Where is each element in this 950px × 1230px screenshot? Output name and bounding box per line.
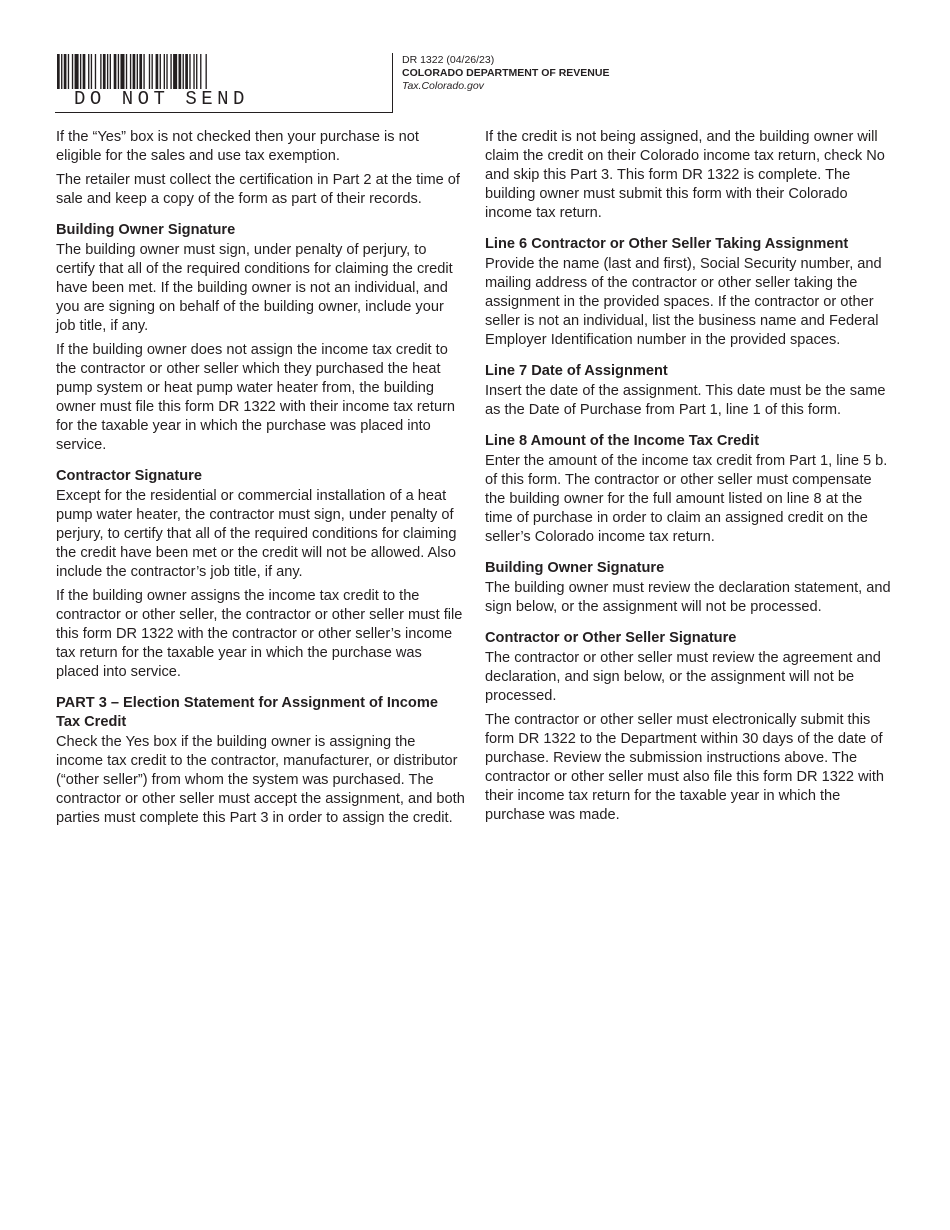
building-owner-signature-heading: Building Owner Signature — [56, 222, 236, 238]
barcode-bar — [173, 54, 177, 89]
contractor-signature-paragraph-2: If the building owner assigns the income tax credit to the contractor or other seller, the contractor or other seller must file this form DR 1322 with the contractor or other seller’s income tax return for the taxable year in which the purchase was placed into service. — [56, 588, 463, 680]
barcode-bar — [88, 54, 89, 89]
part3-paragraph-1: Check the Yes box if the building owner is assigning the income tax credit to the contractor, manufacturer, or distributor (“other seller”) from whom the system was purchased. The contractor or other seller must accept the assignment, and both parties must complete this Part 3 in order to assign the credit. — [56, 734, 465, 826]
barcode-bar — [200, 54, 201, 89]
part3-paragraph-2: If the credit is not being assigned, and the building owner will claim the credit on their Colorado income tax return, check No and skip this Part 3. This form DR 1322 is complete. The building owner must submit this form with their Colorado income tax return. — [485, 129, 885, 221]
barcode-bar — [57, 54, 60, 89]
barcode-bar — [166, 54, 167, 89]
barcode-bar — [83, 54, 86, 89]
barcode-bar — [196, 54, 197, 89]
intro-paragraph-2: The retailer must collect the certification in Part 2 at the time of sale and keep a copy of the form as part of their records. — [56, 172, 460, 207]
barcode-bar — [72, 54, 73, 89]
barcode-bar — [170, 54, 171, 89]
barcode-image — [57, 54, 275, 89]
left-column — [56, 128, 466, 833]
seller-signature-heading: Contractor or Other Seller Signature — [485, 630, 737, 646]
barcode-bar — [91, 54, 92, 89]
department-name: COLORADO DEPARTMENT OF REVENUE — [402, 67, 610, 79]
barcode-bar — [179, 54, 182, 89]
barcode-bar — [149, 54, 150, 89]
line6-heading: Line 6 Contractor or Other Seller Taking Assignment — [485, 236, 849, 252]
seller-signature-paragraph-2: The contractor or other seller must electronically submit this form DR 1322 to the Department within 30 days of the date of purchase. Review the submission instructions above. The contractor or other seller must also file this form DR 1322 with their income tax return for the taxable year in which the purchase was made. — [485, 712, 885, 823]
seller-signature-paragraph-1: The contractor or other seller must review the agreement and declaration, and sign below, or the assignment will not be processed. — [485, 650, 881, 704]
barcode-bar — [206, 54, 207, 89]
barcode-bar — [103, 54, 106, 89]
contractor-signature-heading: Contractor Signature — [56, 468, 202, 484]
line8-heading: Line 8 Amount of the Income Tax Credit — [485, 433, 760, 449]
barcode-bar — [139, 54, 142, 89]
barcode-bar — [143, 54, 144, 89]
barcode-bar — [110, 54, 111, 89]
do-not-send-label: DO NOT SEND — [74, 88, 249, 110]
building-owner-signature-paragraph-1: The building owner must sign, under penalty of perjury, to certify that all of the required conditions for claiming the credit have been met. If the building owner is not an individual, and you are signing on behalf of the building owner, include your job title, if any. — [56, 242, 453, 334]
right-column — [485, 128, 893, 830]
barcode-bar — [80, 54, 81, 89]
part3-heading: PART 3 – Election Statement for Assignment of Income Tax Credit — [56, 695, 438, 730]
barcode-bar — [95, 54, 96, 89]
barcode-bar — [189, 54, 190, 89]
contractor-signature-paragraph-1: Except for the residential or commercial installation of a heat pump water heater, the contractor must sign, under penalty of perjury, to certify that all of the required conditions for claiming the credit have been met or the credit will not be allowed. Also include the contractor’s job title, if any. — [56, 488, 457, 580]
barcode-header-box — [55, 53, 393, 113]
barcode-bar — [152, 54, 153, 89]
barcode-bar — [126, 54, 127, 89]
barcode-bar — [120, 54, 124, 89]
form-number: DR 1322 (04/26/23) — [402, 54, 495, 66]
barcode-bar — [183, 54, 184, 89]
barcode-bar — [185, 54, 188, 89]
line8-paragraph: Enter the amount of the income tax credit from Part 1, line 5 b. of this form. The contractor or other seller must compensate the building owner for the full amount listed on line 8 at the time of purchase in order to claim an assigned credit on the seller’s Colorado income tax return. — [485, 453, 888, 545]
building-owner-signature-paragraph-2: If the building owner does not assign the income tax credit to the contractor or other seller which they purchased the heat pump system or heat pump water heater from, the building owner must file this form DR 1322 with their income tax return for the taxable year in which the purchase was placed into service. — [56, 342, 456, 453]
barcode-bar — [137, 54, 138, 89]
barcode-bar — [75, 54, 79, 89]
barcode-bar — [156, 54, 159, 89]
barcode-bar — [193, 54, 194, 89]
barcode-bar — [164, 54, 165, 89]
barcode-bar — [114, 54, 117, 89]
department-website: Tax.Colorado.gov — [402, 80, 484, 92]
barcode-bar — [107, 54, 108, 89]
barcode-bar — [68, 54, 69, 89]
intro-paragraph-1: If the “Yes” box is not checked then your purchase is not eligible for the sales and use tax exemption. — [56, 129, 419, 164]
barcode-bar — [100, 54, 101, 89]
barcode-bar — [130, 54, 131, 89]
line7-paragraph: Insert the date of the assignment. This date must be the same as the Date of Purchase from Part 1, line 1 of this form. — [485, 383, 886, 418]
form-identification — [402, 54, 609, 93]
owner-signature-heading: Building Owner Signature — [485, 560, 665, 576]
barcode-bar — [118, 54, 119, 89]
owner-signature-paragraph: The building owner must review the declaration statement, and sign below, or the assignment will not be processed. — [485, 580, 891, 615]
line7-heading: Line 7 Date of Assignment — [485, 363, 668, 379]
line6-paragraph: Provide the name (last and first), Social Security number, and mailing address of the contractor or other seller taking the assignment in the provided spaces. If the contractor or other seller is not an individual, list the business name and Federal Employer Identification number in the provided spaces. — [485, 256, 882, 348]
barcode-bar — [160, 54, 161, 89]
barcode-bar — [64, 54, 67, 89]
barcode-bar — [133, 54, 136, 89]
barcode-bar — [61, 54, 62, 89]
